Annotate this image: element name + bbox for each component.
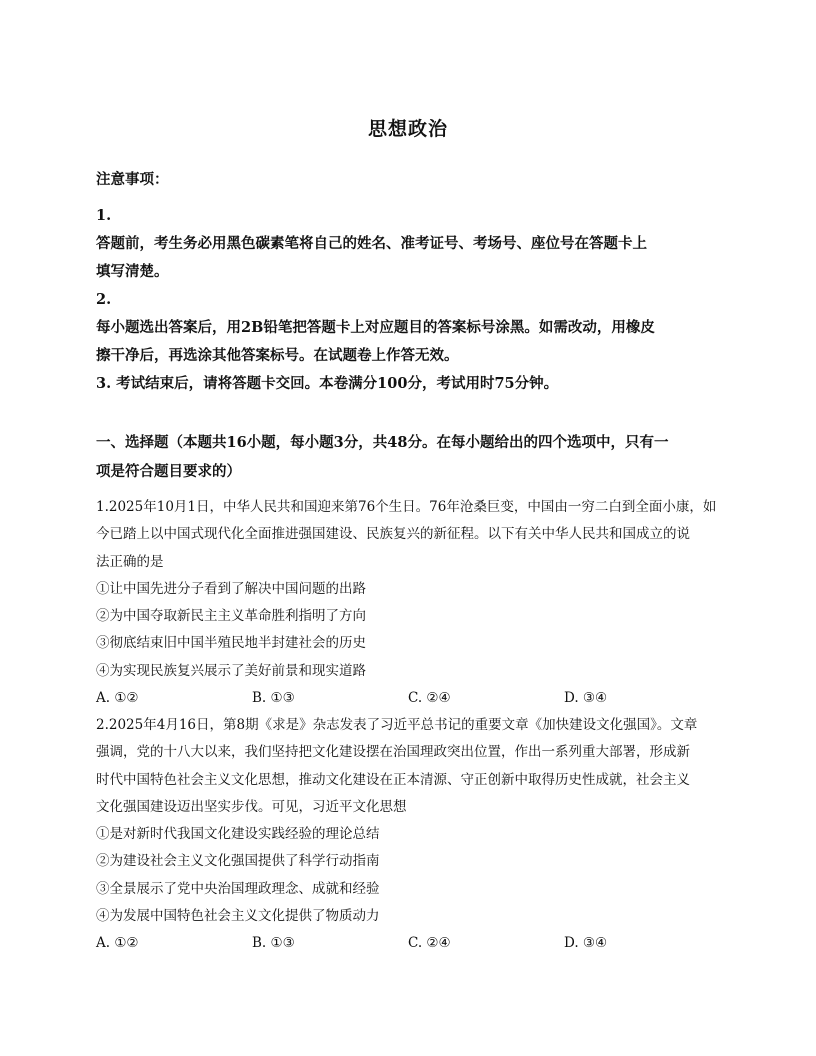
notice-items xyxy=(96,202,721,398)
question-stem-line: 强调，党的十八大以来，我们坚持把文化建设摆在治国理政突出位置，作出一系列重大部署，形成新 xyxy=(96,744,690,761)
question-stem-line: 1.2025年10月1日，中华人民共和国迎来第76个生日。76年沧桑巨变，中国由一穷二白到全面小康，如 xyxy=(96,499,717,515)
question-2 xyxy=(96,712,721,957)
notice-heading: 注意事项： xyxy=(96,171,169,188)
option-c[interactable]: C. ②④ xyxy=(408,935,451,952)
notice-item: 擦干净后，再选涂其他答案标号。在试题卷上作答无效。 xyxy=(96,347,459,364)
question-stem-line: 文化强国建设迈出坚实步伐。可见，习近平文化思想 xyxy=(96,798,407,815)
statement-item: ①是对新时代我国文化建设实践经验的理论总结 xyxy=(96,826,380,843)
option-d[interactable]: D. ③④ xyxy=(564,690,608,707)
notice-item: 3. 考试结束后，请将答题卡交回。本卷满分100分，考试用时75分钟。 xyxy=(96,375,559,392)
notice-item: 每小题选出答案后，用2B铅笔把答题卡上对应题目的答案标号涂黑。如需改动，用橡皮 xyxy=(96,319,655,336)
statement-item: ④为发展中国特色社会主义文化提供了物质动力 xyxy=(96,908,380,925)
statement-item: ④为实现民族复兴展示了美好前景和现实道路 xyxy=(96,662,366,679)
notice-block xyxy=(96,166,721,194)
section-heading xyxy=(96,428,721,486)
question-stem-line: 2.2025年4月16日，第8期《求是》杂志发表了习近平总书记的重要文章《加快建设文化强国》。文章 xyxy=(96,717,698,733)
statement-item: ③彻底结束旧中国半殖民地半封建社会的历史 xyxy=(96,635,366,652)
option-b[interactable]: B. ①③ xyxy=(252,935,295,952)
question-1 xyxy=(96,494,721,712)
notice-item: 1. xyxy=(96,207,112,224)
section-heading-line: 项是符合题目要求的） xyxy=(96,463,241,480)
notice-item: 答题前，考生务必用黑色碳素笔将自己的姓名、准考证号、考场号、座位号在答题卡上 xyxy=(96,235,647,252)
notice-item: 填写清楚。 xyxy=(96,263,169,280)
option-c[interactable]: C. ②④ xyxy=(408,690,451,707)
page-title: 思想政治 xyxy=(367,118,448,140)
question-stem-line: 今已踏上以中国式现代化全面推进强国建设、民族复兴的新征程。以下有关中华人民共和国成立的说 xyxy=(96,526,690,543)
option-a[interactable]: A. ①② xyxy=(96,935,139,952)
statement-item: ②为建设社会主义文化强国提供了科学行动指南 xyxy=(96,853,380,870)
answer-options xyxy=(96,930,721,957)
option-a[interactable]: A. ①② xyxy=(96,690,139,707)
statement-item: ②为中国夺取新民主主义革命胜利指明了方向 xyxy=(96,608,366,625)
question-stem-line: 时代中国特色社会主义文化思想，推动文化建设在正本清源、守正创新中取得历史性成就，社会主义 xyxy=(96,771,690,788)
section-heading-line: 一、选择题（本题共16小题，每小题3分，共48分。在每小题给出的四个选项中，只有一 xyxy=(96,434,669,451)
answer-options xyxy=(96,685,721,712)
question-stem-line: 法正确的是 xyxy=(96,553,164,570)
option-b[interactable]: B. ①③ xyxy=(252,690,295,707)
notice-item: 2. xyxy=(96,291,112,308)
statement-item: ①让中国先进分子看到了解决中国问题的出路 xyxy=(96,580,366,597)
statement-item: ③全景展示了党中央治国理政理念、成就和经验 xyxy=(96,880,380,897)
option-d[interactable]: D. ③④ xyxy=(564,935,608,952)
